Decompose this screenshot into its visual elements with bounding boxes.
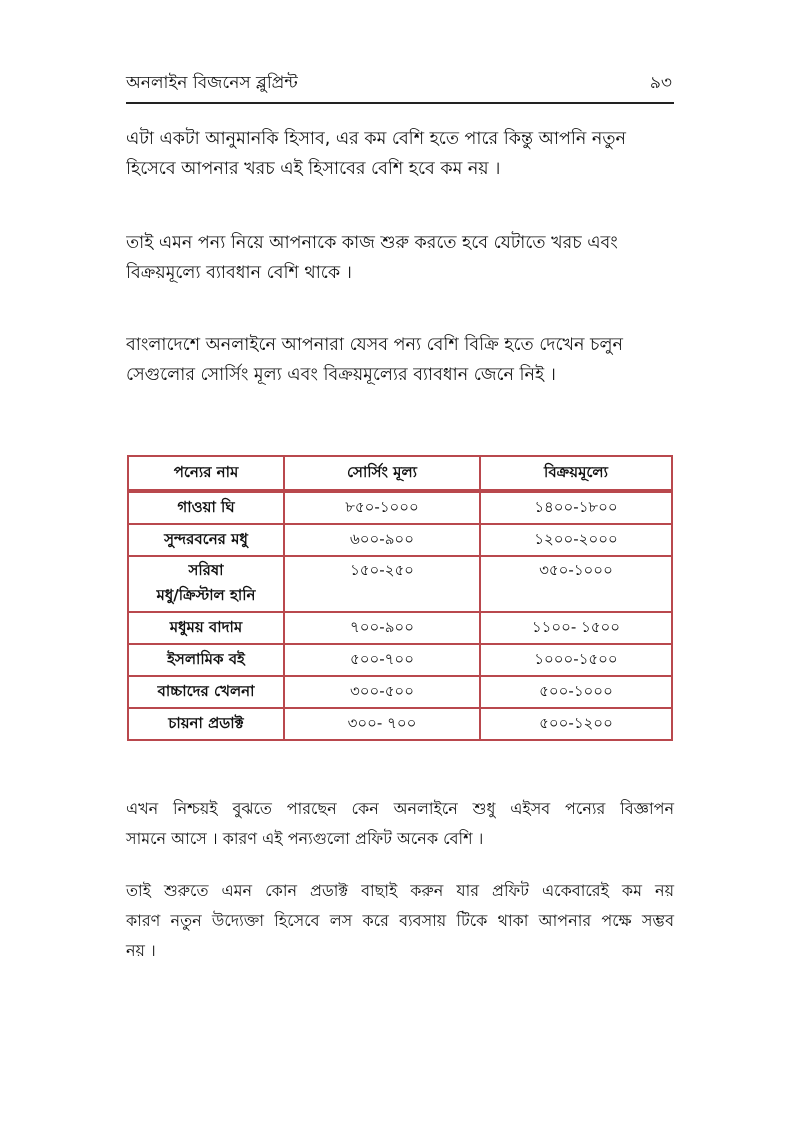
table-row [128,556,672,612]
paragraph-line: নয় । [126,941,156,960]
sourcing-price: ৫০০-৭০০ [284,644,480,676]
paragraph-line: এটা একটা আনুমানকি হিসাব, এর কম বেশি হতে পারে কিন্তু আপনি নতুন [126,129,626,149]
table-row [128,491,672,524]
product-name [128,556,284,612]
page-header [126,74,674,104]
header-selling-price: বিক্রয়মূল্যে [480,456,672,491]
selling-price: ১১০০- ১৫০০ [480,612,672,644]
product-name: সুন্দরবনের মধু [128,524,284,556]
paragraph-line: তাই এমন পন্য নিয়ে আপনাকে কাজ শুরু করতে হবে যেটাতে খরচ এবং [126,233,618,253]
selling-price: ১০০০-১৫০০ [480,644,672,676]
sourcing-price: ৩০০- ৭০০ [284,708,480,740]
sourcing-price: ৬০০-৯০০ [284,524,480,556]
paragraph-line: সামনে আসে । কারণ এই পন্যগুলো প্রফিট অনেক বেশি । [126,829,484,848]
page-number: ৯৩ [649,73,672,93]
selling-price: ১৪০০-১৮০০ [480,491,672,524]
sourcing-price: ৭০০-৯০০ [284,612,480,644]
paragraph-line: কারণ নতুন উদ্যেক্তা হিসেবে লস করে ব্যবসায় টিকে থাকা আপনার পক্ষে সম্ভব [126,911,674,930]
header-title: অনলাইন বিজনেস ব্লুপ্রিন্ট [126,73,298,93]
product-name-line: সরিষা [188,561,224,579]
paragraph-why-ads [126,794,674,854]
selling-price: ৩৫০-১০০০ [480,556,672,612]
price-table [127,455,673,741]
sourcing-price: ৩০০-৫০০ [284,676,480,708]
sourcing-price: ৮৫০-১০০০ [284,491,480,524]
product-name: মধুময় বাদাম [128,612,284,644]
selling-price: ৫০০-১০০০ [480,676,672,708]
paragraph-product-choice [126,228,674,288]
paragraph-estimate [126,124,674,184]
paragraph-line: তাই শুরুতে এমন কোন প্রডাক্ট বাছাই করুন যার প্রফিট একেবারেই কম নয় [126,881,674,900]
paragraph-line: বিক্রয়মূল্যে ব্যাবধান বেশি থাকে । [126,263,352,283]
table-row [128,612,672,644]
table-row [128,676,672,708]
table-row [128,644,672,676]
paragraph-line: সেগুলোর সোর্সিং মূল্য এবং বিক্রয়মূল্যের ব্যাবধান জেনে নিই । [126,365,556,385]
selling-price: ৫০০-১২০০ [480,708,672,740]
table-row [128,708,672,740]
header-product-name: পন্যের নাম [128,456,284,491]
paragraph-line: এখন নিশ্চয়ই বুঝতে পারছেন কেন অনলাইনে শুধু এইসব পন্যের বিজ্ঞাপন [126,799,674,818]
paragraph-line: হিসেবে আপনার খরচ এই হিসাবের বেশি হবে কম নয় । [126,159,501,179]
product-name: বাচ্চাদের খেলনা [128,676,284,708]
sourcing-price: ১৫০-২৫০ [284,556,480,612]
header-sourcing-price: সোর্সিং মূল্য [284,456,480,491]
paragraph-line: বাংলাদেশে অনলাইনে আপনারা যেসব পন্য বেশি বিক্রি হতে দেখেন চলুন [126,335,623,355]
paragraph-advice [126,876,674,966]
product-name: চায়না প্রডাক্ট [128,708,284,740]
product-name-line: মধু/ক্রিস্টাল হানি [156,586,256,604]
table-row [128,524,672,556]
table-header-row [128,456,672,491]
selling-price: ১২০০-২০০০ [480,524,672,556]
paragraph-intro-table [126,330,674,390]
product-name: গাওয়া ঘি [128,491,284,524]
product-name: ইসলামিক বই [128,644,284,676]
